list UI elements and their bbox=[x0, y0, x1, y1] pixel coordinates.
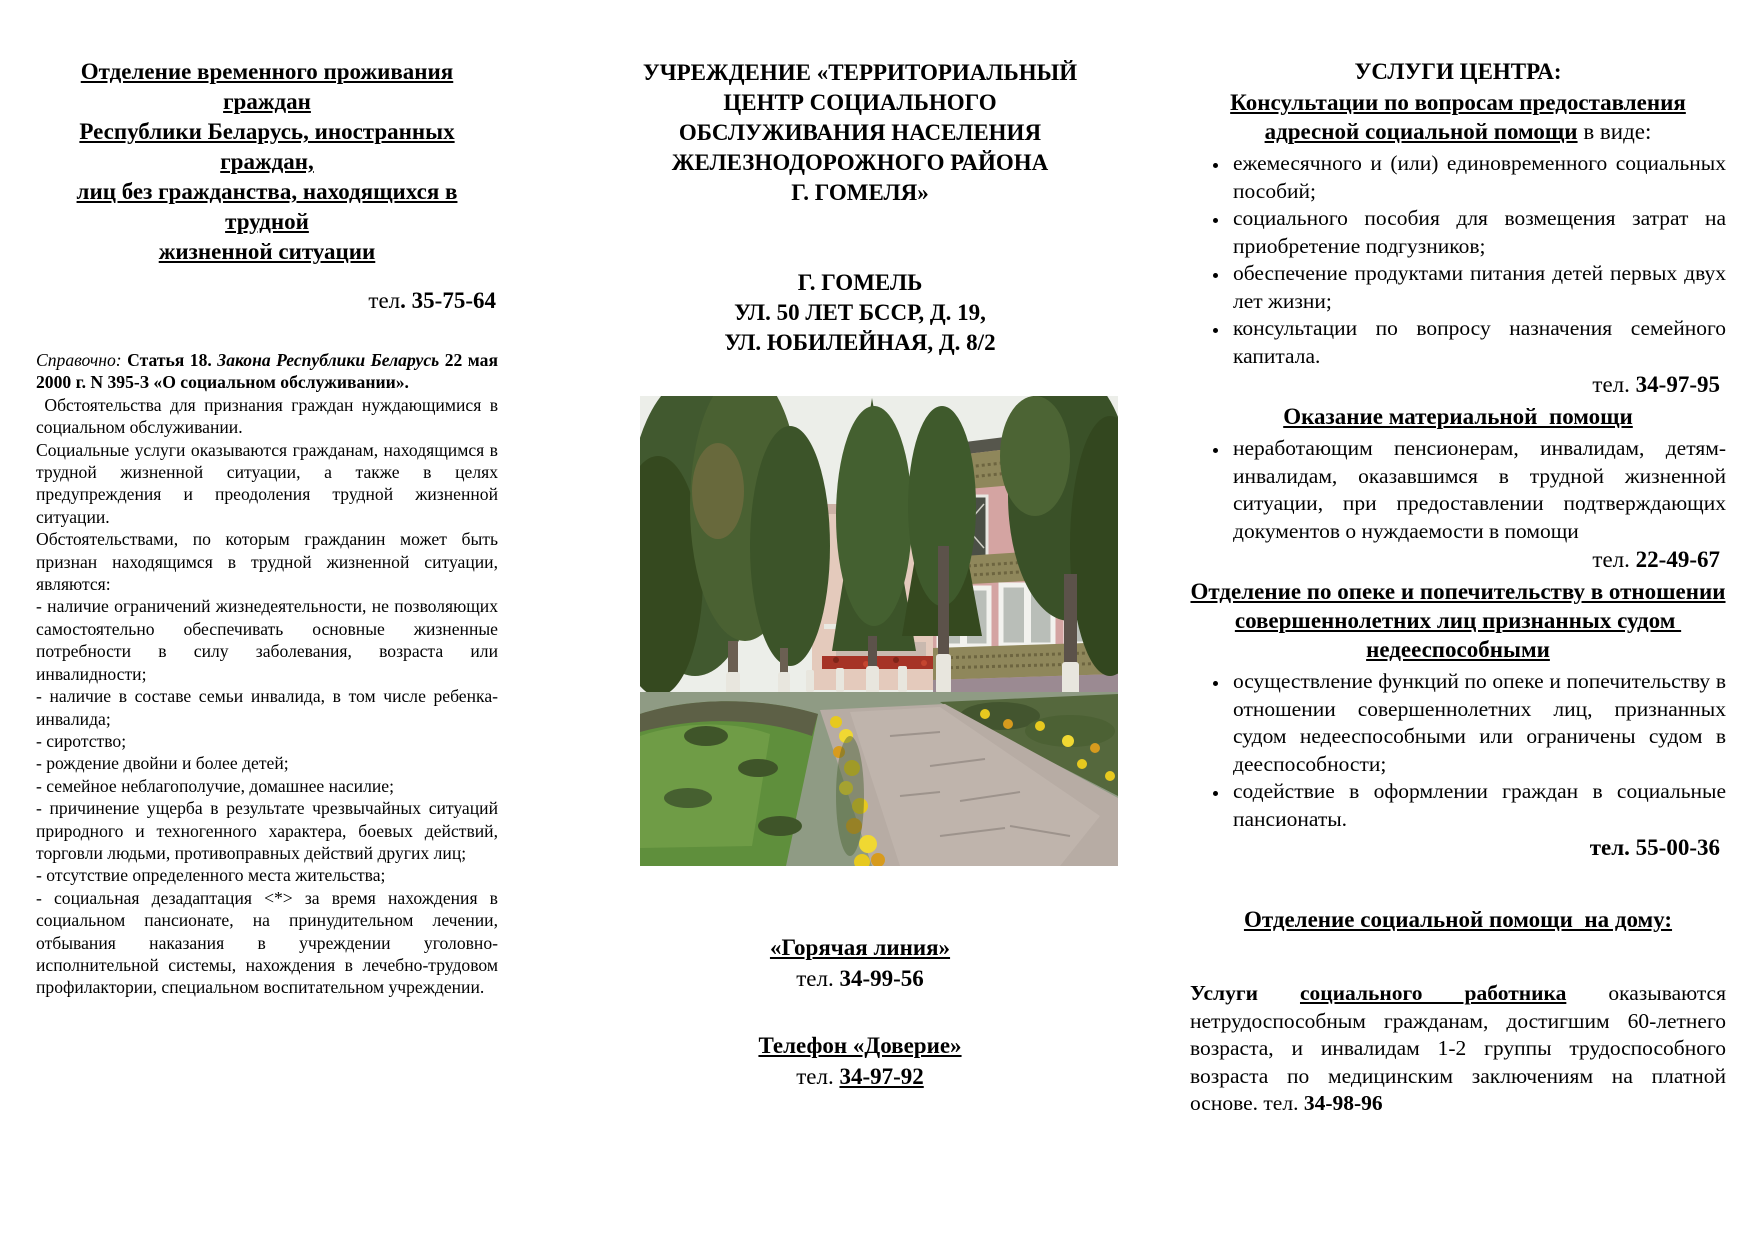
address-line: УЛ. 50 ЛЕТ БССР, Д. 19, bbox=[734, 300, 986, 325]
note-article: Статья 18. bbox=[127, 350, 218, 370]
column-temporary-residence bbox=[36, 0, 498, 999]
phone-number: 34-97-92 bbox=[839, 1064, 924, 1089]
paragraph: - отсутствие определенного места жительства; bbox=[36, 865, 386, 886]
paragraph: - причинение ущерба в результате чрезвычайных ситуаций природного и техногенного характера, боевых действий, торговли людьми, противоправных действий других лиц; bbox=[36, 798, 498, 863]
phone-number: . 35-75-64 bbox=[400, 288, 496, 313]
list-item: • обеспечение продуктами питания детей первых двух лет жизни; bbox=[1230, 260, 1726, 315]
note-law-date: 22 мая 2000 г. N 395-З «О социальном обслуживании». bbox=[36, 350, 498, 393]
address-line: УЛ. ЮБИЛЕЙНАЯ, Д. 8/2 bbox=[724, 330, 996, 355]
paragraph: - рождение двойни и более детей; bbox=[36, 753, 289, 774]
paragraph: - сиротство; bbox=[36, 730, 127, 751]
phone-label: тел. bbox=[796, 1064, 840, 1089]
phone-number: 34-99-56 bbox=[839, 966, 924, 991]
column-center-info bbox=[580, 0, 1140, 1092]
material-help-list bbox=[1190, 435, 1726, 545]
address-block bbox=[580, 268, 1140, 358]
guardianship-heading: Отделение по опеке и попечительству в отношении совершеннолетних лиц признанных судом недееспособными bbox=[1190, 579, 1726, 662]
phone-label: тел. bbox=[1592, 372, 1636, 397]
reference-text-block bbox=[36, 349, 498, 999]
phone-consultations bbox=[1190, 370, 1726, 400]
title-line: Отделение временного проживания граждан bbox=[80, 59, 454, 114]
address-line: Г. ГОМЕЛЬ bbox=[797, 270, 923, 295]
para-bold-underline: социального работника bbox=[1299, 981, 1567, 1005]
para-bold: Услуги bbox=[1190, 981, 1300, 1005]
consultations-list bbox=[1190, 150, 1726, 370]
hotline-block bbox=[580, 932, 1140, 994]
reference-note bbox=[36, 349, 498, 394]
column-services bbox=[1190, 0, 1726, 1139]
org-title-line: ОБСЛУЖИВАНИЯ НАСЕЛЕНИЯ bbox=[678, 120, 1042, 145]
list-item: • неработающим пенсионерам, инвалидам, детям-инвалидам, оказавшимся в трудной жизненной ситуации, при предоставлении подтверждающих документов о нуждаемости в помощи bbox=[1230, 435, 1726, 545]
title-line: лиц без гражданства, находящихся в трудной bbox=[76, 179, 458, 234]
phone-number: 34-97-95 bbox=[1635, 372, 1720, 397]
trust-phone-block bbox=[580, 1030, 1140, 1092]
phone-temporary-residence bbox=[36, 287, 498, 315]
org-title-line: УЧРЕЖДЕНИЕ «ТЕРРИТОРИАЛЬНЫЙ bbox=[642, 60, 1078, 85]
paragraph: - семейное неблагополучие, домашнее насилие; bbox=[36, 775, 394, 796]
phone-number: 55-00-36 bbox=[1635, 835, 1720, 860]
list-item: • социального пособия для возмещения затрат на приобретение подгузников; bbox=[1230, 205, 1726, 260]
title-line: жизненной ситуации bbox=[158, 239, 376, 264]
paragraph: Социальные услуги оказываются гражданам, находящимся в трудной жизненной ситуации, а также в целях предупреждения и преодоления трудной жизненной ситуации. bbox=[36, 439, 498, 527]
guardianship-list bbox=[1190, 668, 1726, 833]
paragraph: - наличие в составе семьи инвалида, в том числе ребенка-инвалида; bbox=[36, 686, 498, 729]
services-title: УСЛУГИ ЦЕНТРА: bbox=[1354, 59, 1562, 84]
title-line: Республики Беларусь, иностранных граждан, bbox=[79, 119, 455, 174]
organization-title bbox=[580, 58, 1140, 208]
phone-label: тел. bbox=[1592, 547, 1636, 572]
phone-number: 34-98-96 bbox=[1303, 1091, 1383, 1115]
hotline-phone bbox=[580, 963, 1140, 994]
home-help-paragraph bbox=[1190, 980, 1726, 1118]
consultations-heading bbox=[1190, 88, 1726, 146]
paragraph: Обстоятельствами, по которым гражданин может быть признан находящимся в трудной жизненной ситуации, являются: bbox=[36, 529, 498, 595]
list-item: • содействие в оформлении граждан в социальные пансионаты. bbox=[1230, 778, 1726, 833]
consultations-heading-underlined: Консультации по вопросам предоставления адресной социальной помощи bbox=[1230, 90, 1686, 144]
org-title-line: Г. ГОМЕЛЯ» bbox=[791, 180, 929, 205]
phone-label: тел. bbox=[1589, 835, 1636, 860]
paragraph: Обстоятельства для признания граждан нуждающимися в социальном обслуживании. bbox=[36, 394, 498, 438]
section-title-temporary-residence bbox=[36, 57, 498, 267]
note-law: Закона Республики Беларусь bbox=[217, 350, 445, 370]
list-item: • ежемесячного и (или) единовременного социальных пособий; bbox=[1230, 150, 1726, 205]
paragraph: - социальная дезадаптация <*> за время нахождения в социальном пансионате, на принудительном лечении, отбывания наказания в учреждении уголовно-исполнительной системы, нахождения в лечебно-трудовом профилактории, специальном воспитательном учреждении. bbox=[36, 887, 498, 998]
hotline-title: «Горячая линия» bbox=[769, 935, 951, 960]
org-title-line: ЦЕНТР СОЦИАЛЬНОГО bbox=[723, 90, 997, 115]
org-title-line: ЖЕЛЕЗНОДОРОЖНОГО РАЙОНА bbox=[671, 150, 1049, 175]
para-rest: оказываются нетрудоспособным гражданам, достигшим 60-летнего возраста, и инвалидам 1-2 группы трудоспособного возраста по медицинским заключениям на платной основе. тел. bbox=[1190, 981, 1726, 1115]
consultations-heading-rest: в виде: bbox=[1577, 119, 1652, 144]
phone-label: тел bbox=[368, 288, 401, 313]
phone-label: тел. bbox=[796, 966, 840, 991]
trust-phone-title: Телефон «Доверие» bbox=[758, 1033, 962, 1058]
phone-guardianship bbox=[1190, 833, 1726, 863]
phone-number: 22-49-67 bbox=[1635, 547, 1720, 572]
list-item: • осуществление функций по опеке и попечительству в отношении совершеннолетних лиц, признанных судом недееспособными или ограничены судом в дееспособности; bbox=[1230, 668, 1726, 778]
trust-phone bbox=[580, 1061, 1140, 1092]
center-building-photo bbox=[640, 396, 1118, 866]
home-help-heading: Отделение социальной помощи на дому: bbox=[1243, 907, 1673, 932]
paragraph: - наличие ограничений жизнедеятельности, не позволяющих самостоятельно обеспечивать основные жизненные потребности в силу заболевания, возраста или инвалидности; bbox=[36, 596, 498, 684]
list-item: • консультации по вопросу назначения семейного капитала. bbox=[1230, 315, 1726, 370]
note-italic: Справочно: bbox=[36, 350, 128, 370]
phone-material-help bbox=[1190, 545, 1726, 575]
material-help-heading: Оказание материальной помощи bbox=[1283, 404, 1633, 429]
